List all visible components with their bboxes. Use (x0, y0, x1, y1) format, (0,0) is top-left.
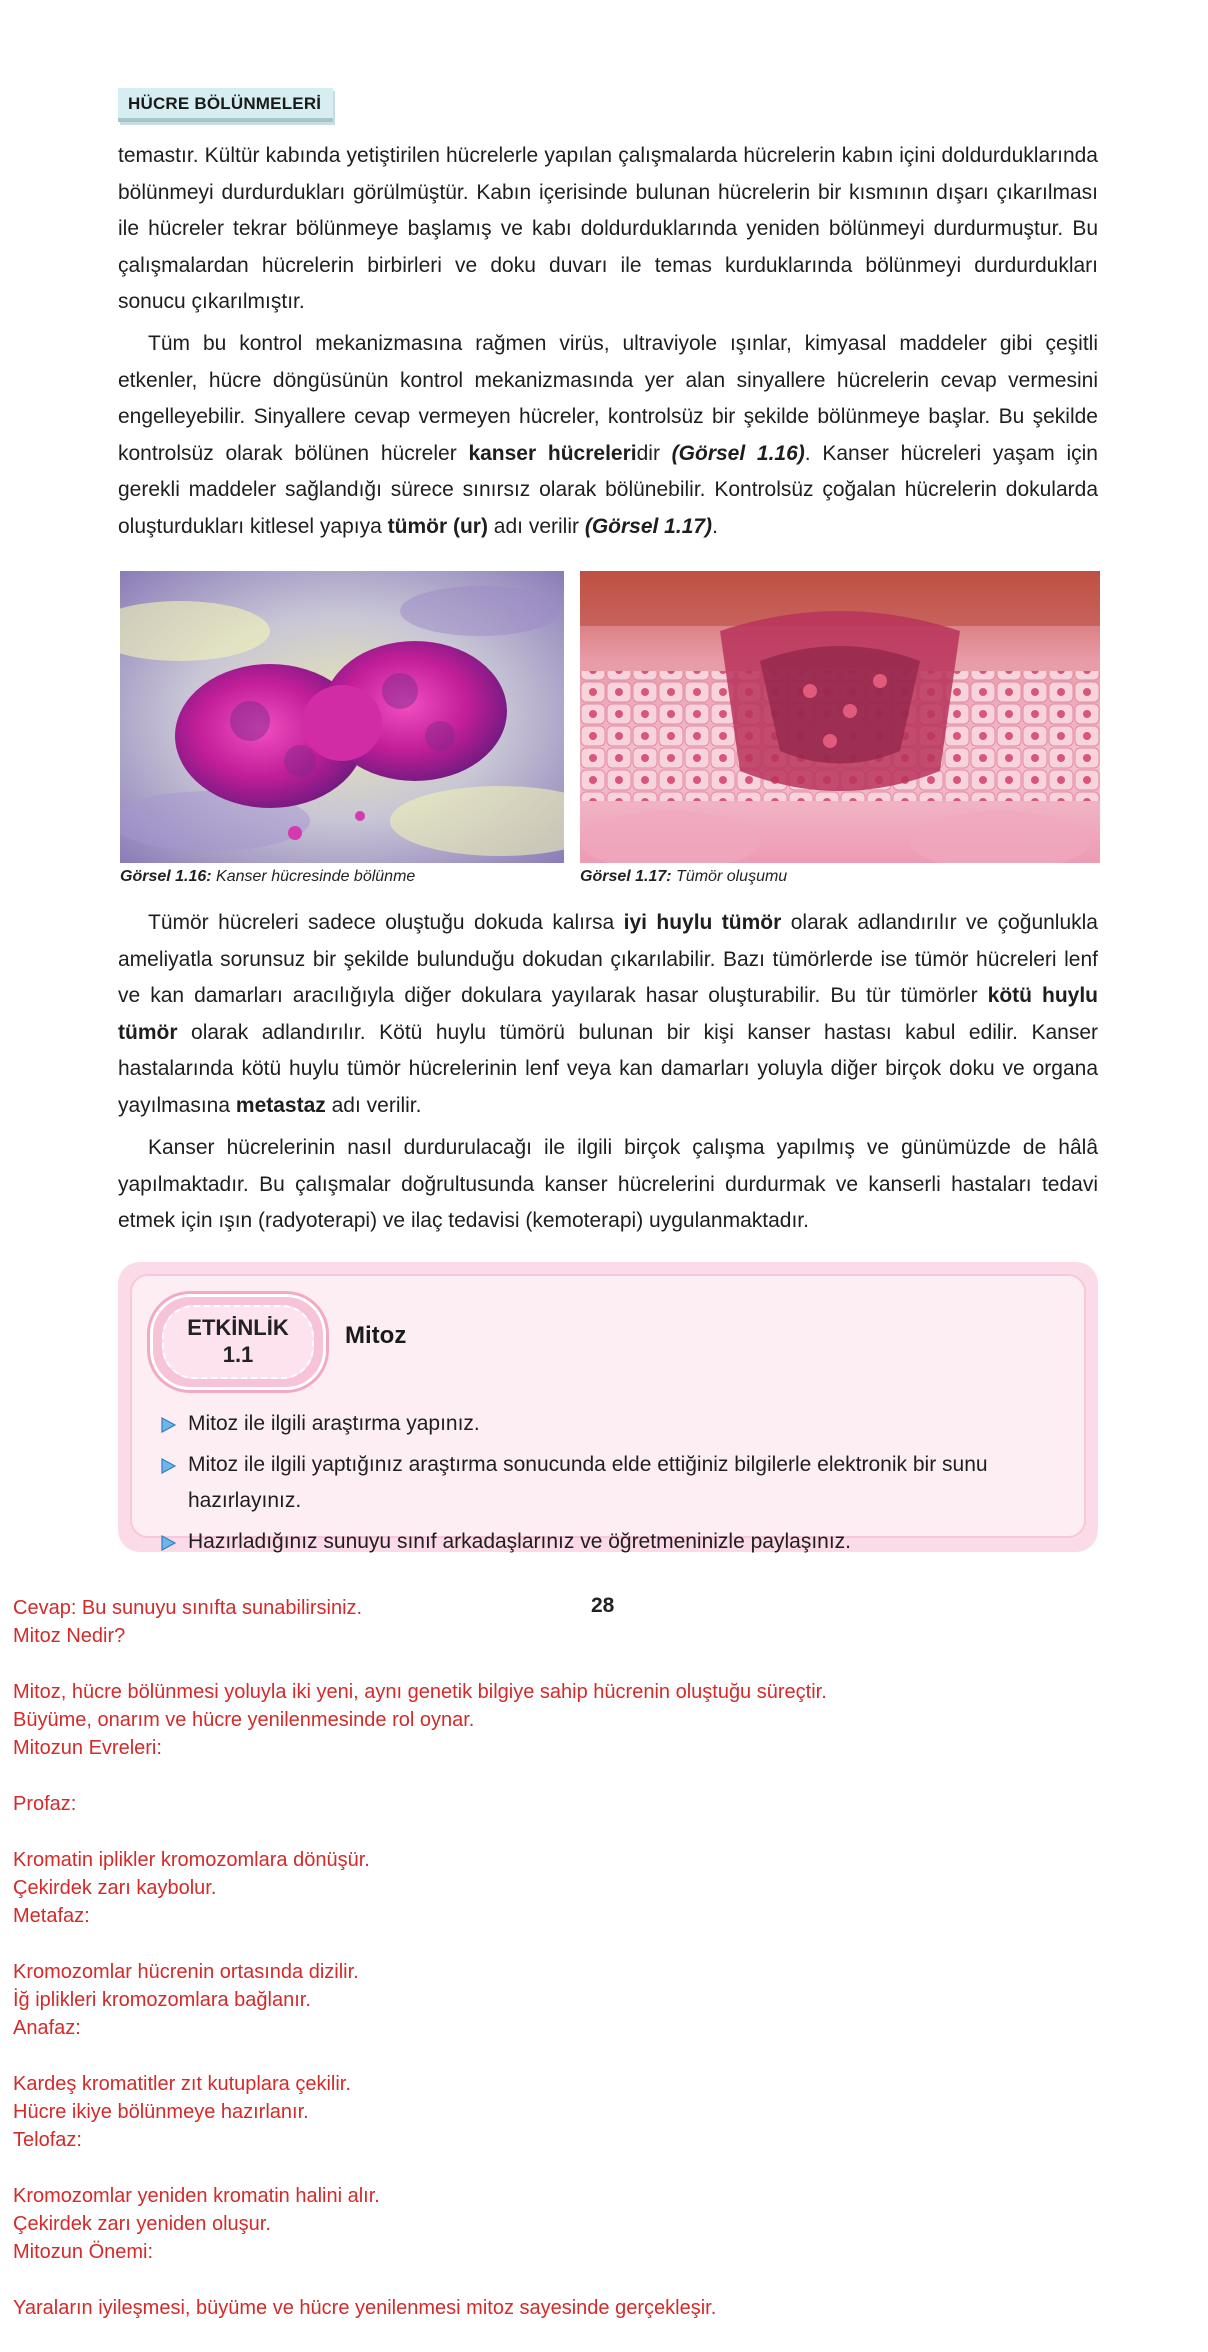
answer-line: Kromozomlar yeniden kromatin halini alır. (13, 2185, 380, 2207)
activity-box (118, 1262, 1098, 1552)
answer-line (13, 1930, 1193, 1958)
term-tumor: tümör (ur) (387, 514, 488, 538)
answer-line (13, 1818, 1193, 1846)
answer-line: Metafaz: (13, 1905, 90, 1927)
term-kanser-hucreleri: kanser hücreleri (468, 441, 637, 465)
caption-figure-1-16: Görsel 1.16: Kanser hücresinde bölünme (120, 868, 416, 885)
answer-line (13, 1650, 1193, 1678)
figure-tumor-formation (580, 571, 1100, 863)
answer-line (13, 2042, 1193, 2070)
caption-figure-1-17: Görsel 1.17: Tümör oluşumu (580, 868, 788, 885)
paragraph-3: Tümör hücreleri sadece oluştuğu dokuda kalırsa iyi huylu tümör olarak adlandırılır ve çoğunlukla ameliyatla sorunsuz bir şekilde bulunduğu dokudan çıkarılabilir. Bazı tümörlerde ise tümör hücreleri lenf ve kan damarları aracılığıyla diğer dokulara yayılarak hasar oluşturabilir. Bu tür tümörler kötü huylu tümör olarak adlandırılır. Kötü huylu tümörü bulunan bir kişi kanser hastası kabul edilir. Kanser hastalarında kötü huylu tümör hücrelerinin lenf veya kan damarları yoluyla diğer birçok doku ve organa yayılmasına metastaz adı verilir. (118, 911, 1098, 1117)
paragraph-1: temastır. Kültür kabında yetiştirilen hücrelerle yapılan çalışmalarda hücrelerin kabın içini doldurduklarında bölünmeyi durdurdukları görülmüştür. Kabın içerisinde bulunan hücrelerin bir kısmının dışarı çıkarılması ile hücreler tekrar bölünmeye başlamış ve kabı doldurduklarında yeniden bölünmeyi durdurmuştur. Bu çalışmalardan hücrelerin birbirleri ve doku duvarı ile temas kurduklarında bölünmeyi durdurdukları sonucu çıkarılmıştır. (118, 144, 1098, 314)
answer-line: Çekirdek zarı yeniden oluşur. (13, 2213, 271, 2235)
activity-badge (150, 1294, 326, 1390)
answer-line: Mitozun Evreleri: (13, 1737, 162, 1759)
answer-line: Anafaz: (13, 2017, 81, 2039)
answer-line: Büyüme, onarım ve hücre yenilenmesinde rol oynar. (13, 1709, 475, 1731)
answer-notes (13, 1594, 1193, 2322)
activity-title: Mitoz (345, 1322, 407, 1349)
answer-line: Mitoz, hücre bölünmesi yoluyla iki yeni, aynı genetik bilgiye sahip hücrenin oluştuğu süreçtir. (13, 1681, 827, 1703)
answer-line: Kardeş kromatitler zıt kutuplara çekilir. (13, 2073, 351, 2095)
answer-line: İğ iplikleri kromozomlara bağlanır. (13, 1989, 311, 2011)
triangle-bullet-icon (160, 1458, 176, 1474)
triangle-bullet-icon (160, 1417, 176, 1433)
list-item: Mitoz ile ilgili araştırma yapınız. (156, 1406, 1066, 1443)
answer-line: Yaraların iyileşmesi, büyüme ve hücre yenilenmesi mitoz sayesinde gerçekleşir. (13, 2297, 717, 2319)
answer-line: Çekirdek zarı kaybolur. (13, 1877, 217, 1899)
answer-line: Mitoz Nedir? (13, 1625, 126, 1647)
figure-cancer-cell-division (120, 571, 564, 863)
activity-list (156, 1406, 1066, 1564)
activity-badge-number: 1.1 (222, 1342, 254, 1367)
term-iyi-huylu-tumor: iyi huylu tümör (623, 911, 782, 934)
term-metastaz: metastaz (235, 1093, 326, 1117)
answer-line: Profaz: (13, 1793, 77, 1815)
figure-ref-1-16: (Görsel 1.16) (671, 441, 805, 465)
figure-ref-1-17: (Görsel 1.17) (584, 514, 713, 538)
answer-line: Hücre ikiye bölünmeye hazırlanır. (13, 2101, 309, 2123)
answer-line: Kromozomlar hücrenin ortasında dizilir. (13, 1961, 359, 1983)
list-item: Mitoz ile ilgili yaptığınız araştırma sonucunda elde ettiğiniz bilgilerle elektronik bir sunu hazırlayınız. (156, 1447, 1066, 1520)
answer-line: Mitozun Önemi: (13, 2241, 154, 2263)
term-kotu-huylu-tumor: kötü huylu tümör (118, 984, 1098, 1044)
paragraph-4: Kanser hücrelerinin nasıl durdurulacağı ile ilgili birçok çalışma yapılmış ve günümüzde de hâlâ yapılmaktadır. Bu çalışmalar doğrultusunda kanser hücrelerini durdurmak ve kanserli hastaları tedavi etmek için ışın (radyoterapi) ve ilaç tedavisi (kemoterapi) uygulanmaktadır. (118, 1136, 1098, 1233)
page-number: 28 (591, 1594, 615, 1617)
triangle-bullet-icon (160, 1535, 176, 1551)
section-tag: HÜCRE BÖLÜNMELERİ (118, 88, 333, 122)
answer-line: Telofaz: (13, 2129, 82, 2151)
list-item: Hazırladığınız sunuyu sınıf arkadaşlarınız ve öğretmeninizle paylaşınız. (156, 1524, 1066, 1561)
answer-line: Cevap: Bu sunuyu sınıfta sunabilirsiniz. (13, 1597, 363, 1619)
answer-line (13, 2154, 1193, 2182)
answer-line (13, 1762, 1193, 1790)
paragraph-2: Tüm bu kontrol mekanizmasına rağmen virüs, ultraviyole ışınlar, kimyasal maddeler gibi çeşitli etkenler, hücre döngüsünün kontrol mekanizmasında yer alan sinyallere hücrelerin cevap vermesini engelleyebilir. Sinyallere cevap vermeyen hücreler, kontrolsüz bir şekilde bölünmeye başlar. Bu şekilde kontrolsüz olarak bölünen hücreler kanser hücreleridir (Görsel 1.16). Kanser hücreleri yaşam için gerekli maddeler sağlandığı sürece sınırsız olarak bölünebilir. Kontrolsüz çoğalan hücrelerin dokularda oluşturdukları kitlesel yapıya tümör (ur) adı verilir (Görsel 1.17). (118, 332, 1098, 538)
activity-badge-label: ETKİNLİK (187, 1315, 289, 1340)
answer-line: Kromatin iplikler kromozomlara dönüşür. (13, 1849, 370, 1871)
answer-line (13, 2266, 1193, 2294)
